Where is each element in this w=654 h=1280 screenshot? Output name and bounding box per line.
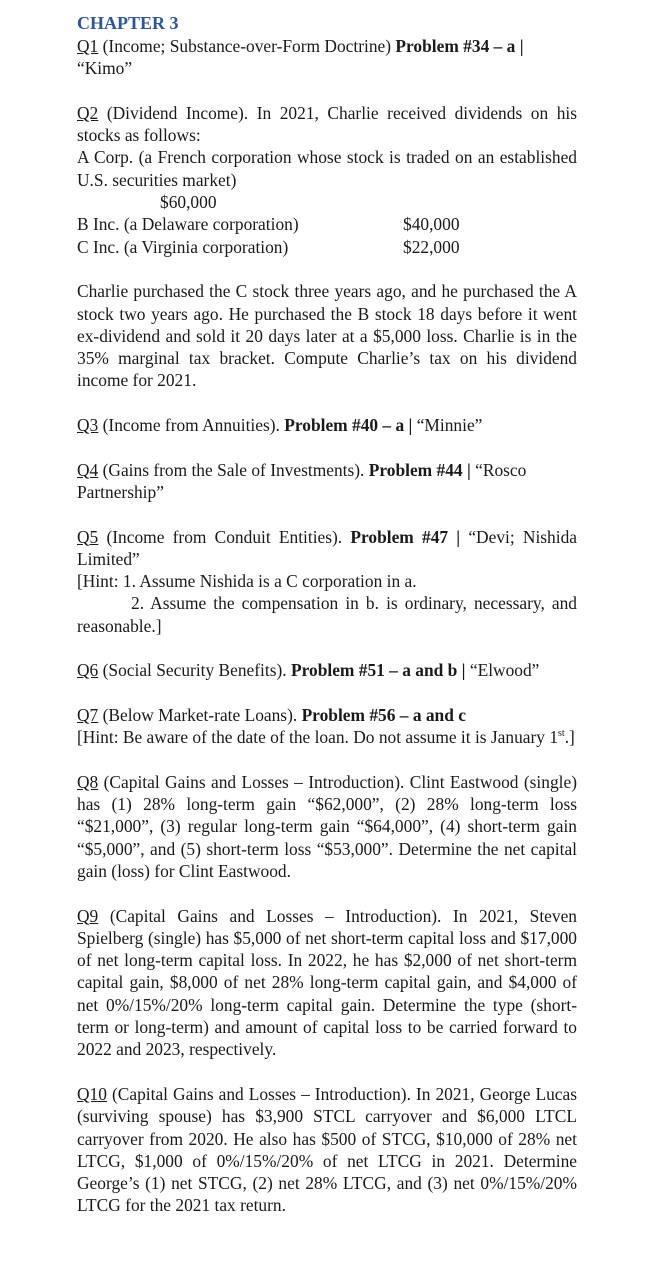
question-2-number: Q2 bbox=[77, 102, 99, 123]
question-3-rest: “Minnie” bbox=[412, 415, 483, 436]
dividend-a-corp: A Corp. (a French corporation whose stock is traded on an established U.S. securities market) bbox=[77, 147, 577, 190]
question-5-topic: (Income from Conduit Entities). bbox=[98, 526, 351, 547]
question-5-number: Q5 bbox=[77, 526, 99, 547]
question-5-hint-1: [Hint: 1. Assume Nishida is a C corporation in a. bbox=[77, 571, 417, 592]
question-10-text: (Capital Gains and Losses – Introduction). In 2021, George Lucas (surviving spouse) has $3,900 STCL carryover and $6,000 LTCL carryover from 2020. He also has $500 of STCG, $10,000 of 28% net LTCG, $1,000 of 0%/15%/20% of net LTCG in 2021. Determine George’s (1) net STCG, (2) net 28% LTCG, and (3) net 0%/15%/20% LTCG for the 2021 tax return. bbox=[77, 1083, 577, 1216]
question-2-intro bbox=[77, 102, 577, 147]
question-7-hint-sup: st bbox=[558, 728, 565, 740]
question-8-number: Q8 bbox=[77, 771, 99, 792]
question-4-problem: Problem #44 | bbox=[368, 459, 471, 480]
question-5-problem: Problem #47 | bbox=[350, 526, 461, 547]
question-8-text: (Capital Gains and Losses – Introduction). Clint Eastwood (single) has (1) 28% long-term gain “$62,000”, (2) 28% long-term loss “$21,000”, (3) regular long-term gain “$64,000”, (4) short-term gain “$5,000”, and (5) short-term loss “$53,000”. Determine the net capital gain (loss) for Clint Eastwood. bbox=[77, 771, 577, 881]
question-6 bbox=[77, 659, 577, 681]
question-1-number: Q1 bbox=[77, 36, 99, 56]
dividend-b-name: B Inc. (a Delaware corporation) bbox=[77, 214, 299, 235]
question-7-number: Q7 bbox=[77, 704, 99, 725]
dividend-b-amount: $40,000 bbox=[403, 214, 460, 235]
question-6-rest: “Elwood” bbox=[465, 660, 540, 681]
question-9-text: (Capital Gains and Losses – Introduction). In 2021, Steven Spielberg (single) has $5,000 of net short-term capital loss and $17,000 of net long-term capital loss. In 2022, he has $2,000 of net short-term capital gain, $8,000 of net 28% long-term capital gain, and $4,000 of net 0%/15%/20% long-term capital gain. Determine the type (short-term or long-term) and amount of capital loss to be carried forward to 2022 and 2023, respectively. bbox=[77, 905, 577, 1060]
question-8 bbox=[77, 771, 577, 882]
question-2-text: (Dividend Income). In 2021, Charlie received dividends on his stocks as follows: bbox=[77, 102, 577, 146]
question-5-line bbox=[77, 526, 577, 571]
question-7-line bbox=[77, 704, 577, 726]
dividend-b-row bbox=[77, 213, 577, 235]
question-3 bbox=[77, 414, 577, 436]
question-3-problem: Problem #40 – a | bbox=[284, 415, 413, 436]
question-1-rest: “Kimo” bbox=[77, 58, 133, 79]
question-7-topic: (Below Market-rate Loans). bbox=[98, 704, 302, 725]
question-5-rest: “Devi; Nishida Limited” bbox=[77, 526, 577, 569]
dividend-c-name: C Inc. (a Virginia corporation) bbox=[77, 236, 289, 257]
question-1-problem: Problem #34 – a | bbox=[395, 36, 524, 56]
dividend-c-amount: $22,000 bbox=[403, 236, 460, 257]
question-5-hint-2-text: 2. Assume the compensation in b. is ordinary, necessary, and reasonable.] bbox=[77, 593, 577, 636]
question-2-paragraph: Charlie purchased the C stock three years ago, and he purchased the A stock two years ago. He purchased the B stock 18 days before it went ex-dividend and sold it 20 days later at a $5,000 loss. Charlie is in the 35% marginal tax bracket. Compute Charlie’s tax on his dividend income for 2021. bbox=[77, 281, 577, 391]
chapter-heading: CHAPTER 3 bbox=[77, 13, 179, 33]
question-7 bbox=[77, 704, 577, 749]
question-7-hint-end: .] bbox=[564, 727, 575, 748]
question-2 bbox=[77, 102, 577, 258]
question-10 bbox=[77, 1083, 577, 1217]
question-1-topic: (Income; Substance-over-Form Doctrine) bbox=[98, 36, 396, 56]
question-1 bbox=[77, 35, 577, 80]
question-6-problem: Problem #51 – a and b | bbox=[290, 660, 466, 681]
question-9 bbox=[77, 905, 577, 1061]
dividend-a-amount: $60,000 bbox=[160, 192, 217, 213]
question-10-number: Q10 bbox=[77, 1083, 107, 1104]
question-4-topic: (Gains from the Sale of Investments). bbox=[98, 459, 369, 480]
question-3-topic: (Income from Annuities). bbox=[98, 415, 285, 436]
question-9-number: Q9 bbox=[77, 905, 99, 926]
question-4 bbox=[77, 459, 577, 504]
question-6-number: Q6 bbox=[77, 660, 99, 681]
question-7-hint bbox=[77, 726, 577, 748]
question-3-number: Q3 bbox=[77, 415, 99, 436]
question-5-hint-2 bbox=[77, 592, 577, 637]
question-5 bbox=[77, 526, 577, 637]
question-6-topic: (Social Security Benefits). bbox=[98, 660, 291, 681]
question-4-rest: “Rosco Partnership” bbox=[77, 459, 527, 502]
question-4-number: Q4 bbox=[77, 459, 99, 480]
dividend-c-row bbox=[77, 236, 577, 258]
question-7-problem: Problem #56 – a and c bbox=[301, 704, 466, 725]
question-7-hint-text: [Hint: Be aware of the date of the loan. Do not assume it is January 1 bbox=[77, 727, 559, 748]
